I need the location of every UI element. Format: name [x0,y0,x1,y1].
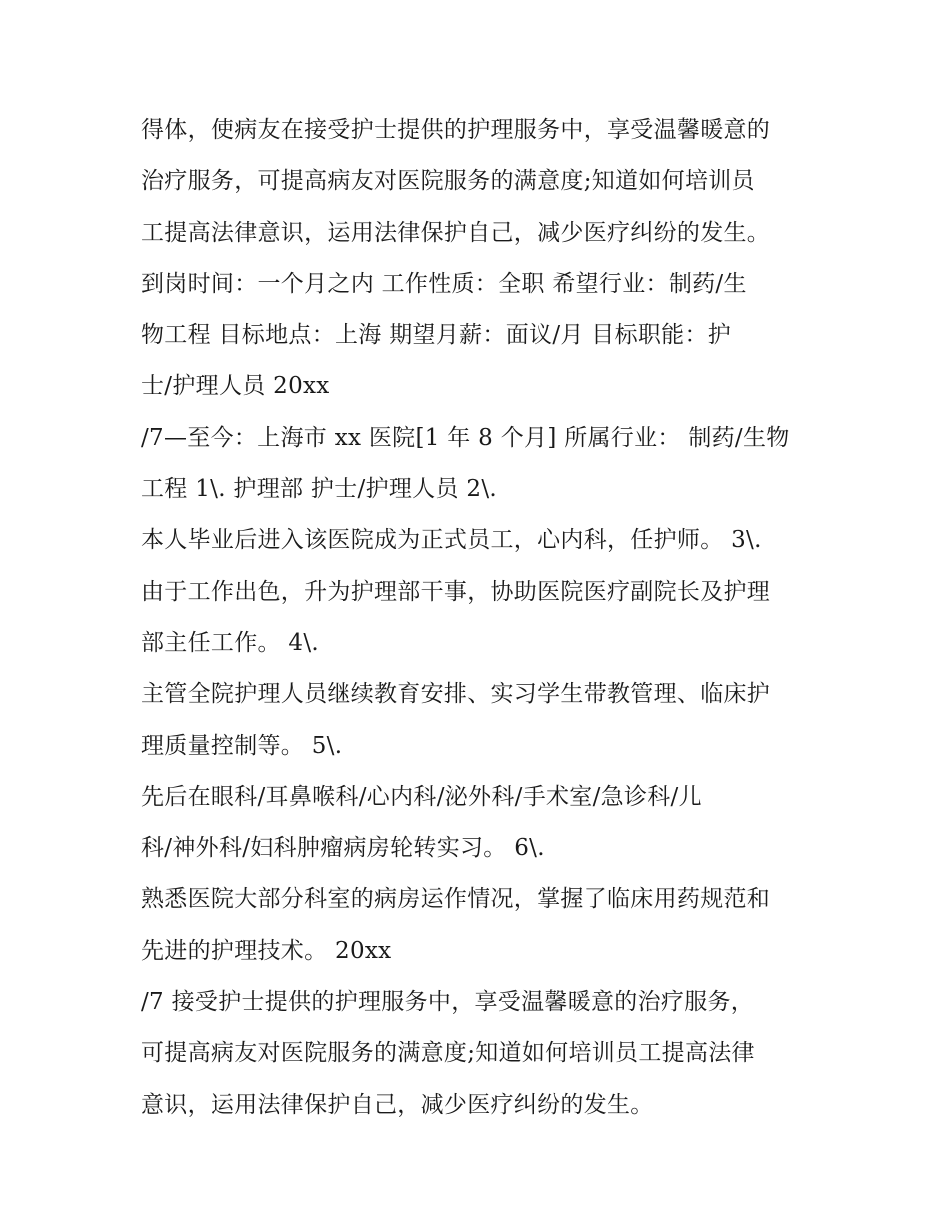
text-line: 物工程 目标地点：上海 期望月薪：面议/月 目标职能：护 [141,322,732,349]
text-line: 先后在眼科/耳鼻喉科/心内科/泌外科/手术室/急诊科/儿 [141,783,702,810]
text-line: 主管全院护理人员继续教育安排、实习学生带教管理、临床护 [141,681,771,708]
text-line: 得体，使病友在接受护士提供的护理服务中，享受温馨暖意的 [141,117,771,143]
text-line: 先进的护理技术。 20xx [141,937,392,964]
text-line: 熟悉医院大部分科室的病房运作情况，掌握了临床用药规范和 [141,886,771,913]
text-line: /7 接受护士提供的护理服务中，享受温馨暖意的治疗服务， [141,989,755,1016]
text-line: 理质量控制等。 5\. [141,732,343,759]
text-line: /7—至今：上海市 xx 医院[1 年 8 个月] 所属行业： 制药/生物 [141,424,790,451]
text-line: 可提高病友对医院服务的满意度;知道如何培训员工提高法律 [141,1040,755,1067]
text-line: 由于工作出色，升为护理部干事，协助医院医疗副院长及护理 [141,578,771,605]
document-body [141,109,841,1135]
text-line: 治疗服务，可提高病友对医院服务的满意度;知道如何培训员 [141,168,755,195]
text-line: 工程 1\. 护理部 护士/护理人员 2\. [141,476,497,503]
text-line: 部主任工作。 4\. [141,629,320,656]
text-line: 工提高法律意识，运用法律保护自己，减少医疗纠纷的发生。 [141,219,771,246]
text-line: 士/护理人员 20xx [141,373,330,400]
text-line: 到岗时间：一个月之内 工作性质：全职 希望行业：制药/生 [141,270,747,297]
text-line: 科/神外科/妇科肿瘤病房轮转实习。 6\. [141,835,545,862]
text-line: 意识，运用法律保护自己，减少医疗纠纷的发生。 [141,1091,654,1118]
text-line: 本人毕业后进入该医院成为正式员工，心内科，任护师。 3\. [141,527,762,554]
